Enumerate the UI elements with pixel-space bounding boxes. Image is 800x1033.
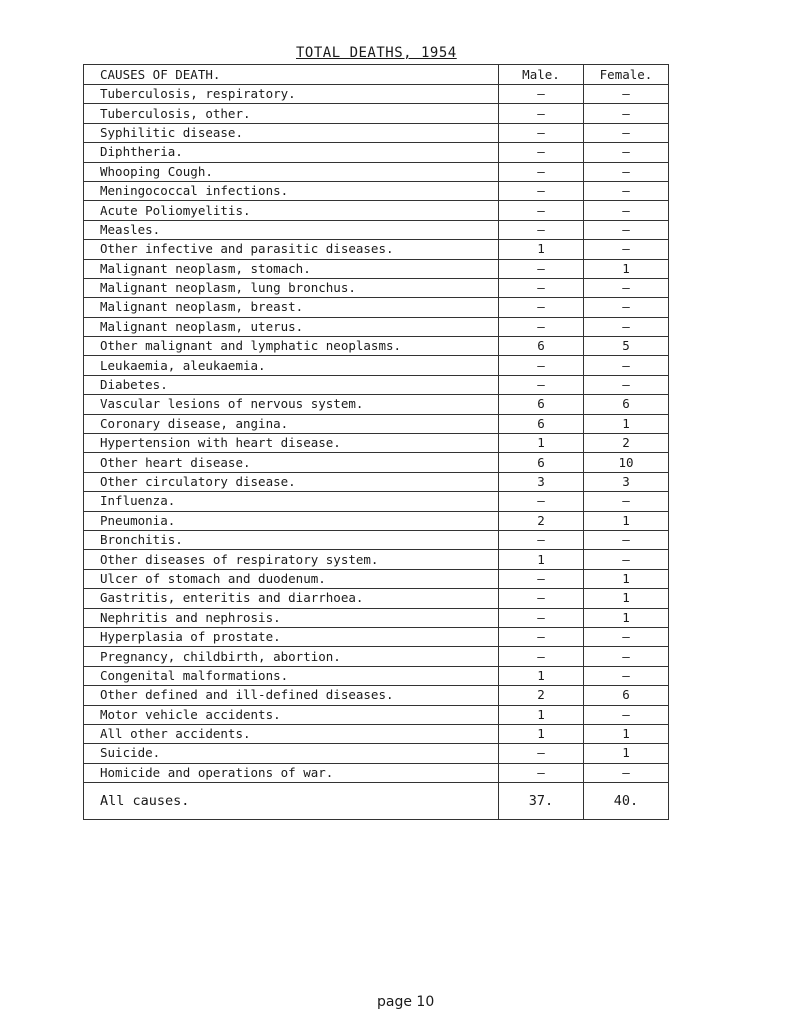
- male-count-cell: 6: [499, 395, 584, 414]
- female-count-cell: —: [584, 240, 669, 259]
- female-count-cell: —: [584, 104, 669, 123]
- male-count-cell: 1: [499, 550, 584, 569]
- cause-cell: Gastritis, enteritis and diarrhoea.: [84, 589, 499, 608]
- table-row: [84, 123, 669, 142]
- male-count-cell: —: [499, 744, 584, 763]
- table-row: [84, 395, 669, 414]
- cause-cell: Leukaemia, aleukaemia.: [84, 356, 499, 375]
- total-male: 37.: [499, 783, 584, 820]
- female-count-cell: —: [584, 85, 669, 104]
- female-count-cell: —: [584, 550, 669, 569]
- cause-cell: Syphilitic disease.: [84, 123, 499, 142]
- table-row: [84, 337, 669, 356]
- header-female: Female.: [584, 65, 669, 85]
- male-count-cell: —: [499, 143, 584, 162]
- male-count-cell: —: [499, 608, 584, 627]
- male-count-cell: 1: [499, 434, 584, 453]
- female-count-cell: 1: [584, 569, 669, 588]
- table-row: [84, 143, 669, 162]
- cause-cell: Other defined and ill-defined diseases.: [84, 686, 499, 705]
- female-count-cell: 3: [584, 472, 669, 491]
- female-count-cell: —: [584, 375, 669, 394]
- female-count-cell: —: [584, 143, 669, 162]
- cause-cell: Tuberculosis, respiratory.: [84, 85, 499, 104]
- male-count-cell: —: [499, 589, 584, 608]
- table-row: [84, 375, 669, 394]
- male-count-cell: 1: [499, 705, 584, 724]
- table-row: [84, 686, 669, 705]
- page-number: page 10: [377, 994, 435, 1010]
- female-count-cell: 5: [584, 337, 669, 356]
- female-count-cell: —: [584, 162, 669, 181]
- female-count-cell: —: [584, 317, 669, 336]
- male-count-cell: —: [499, 647, 584, 666]
- male-count-cell: —: [499, 569, 584, 588]
- female-count-cell: —: [584, 705, 669, 724]
- header-male: Male.: [499, 65, 584, 85]
- cause-cell: Tuberculosis, other.: [84, 104, 499, 123]
- table-row: [84, 181, 669, 200]
- cause-cell: Hypertension with heart disease.: [84, 434, 499, 453]
- male-count-cell: —: [499, 530, 584, 549]
- male-count-cell: 2: [499, 686, 584, 705]
- deaths-table: [83, 64, 669, 820]
- male-count-cell: 1: [499, 240, 584, 259]
- male-count-cell: 6: [499, 337, 584, 356]
- table-header-row: [84, 65, 669, 85]
- female-count-cell: 1: [584, 259, 669, 278]
- cause-cell: Other circulatory disease.: [84, 472, 499, 491]
- table-row: [84, 589, 669, 608]
- female-count-cell: —: [584, 298, 669, 317]
- table-row: [84, 298, 669, 317]
- total-label: All causes.: [84, 783, 499, 820]
- cause-cell: Hyperplasia of prostate.: [84, 627, 499, 646]
- male-count-cell: —: [499, 492, 584, 511]
- table-row: [84, 278, 669, 297]
- female-count-cell: —: [584, 201, 669, 220]
- cause-cell: Other infective and parasitic diseases.: [84, 240, 499, 259]
- male-count-cell: —: [499, 123, 584, 142]
- table-row: [84, 569, 669, 588]
- male-count-cell: —: [499, 278, 584, 297]
- cause-cell: Vascular lesions of nervous system.: [84, 395, 499, 414]
- male-count-cell: —: [499, 162, 584, 181]
- male-count-cell: 2: [499, 511, 584, 530]
- female-count-cell: 6: [584, 686, 669, 705]
- male-count-cell: —: [499, 201, 584, 220]
- table-row: [84, 492, 669, 511]
- table-row: [84, 472, 669, 491]
- table-row: [84, 724, 669, 743]
- cause-cell: Bronchitis.: [84, 530, 499, 549]
- cause-cell: Diphtheria.: [84, 143, 499, 162]
- table-row: [84, 763, 669, 782]
- total-female: 40.: [584, 783, 669, 820]
- male-count-cell: —: [499, 85, 584, 104]
- female-count-cell: —: [584, 627, 669, 646]
- table-row: [84, 85, 669, 104]
- female-count-cell: 1: [584, 724, 669, 743]
- male-count-cell: 1: [499, 724, 584, 743]
- male-count-cell: 6: [499, 453, 584, 472]
- male-count-cell: —: [499, 104, 584, 123]
- cause-cell: Ulcer of stomach and duodenum.: [84, 569, 499, 588]
- female-count-cell: —: [584, 492, 669, 511]
- cause-cell: Other heart disease.: [84, 453, 499, 472]
- female-count-cell: —: [584, 356, 669, 375]
- cause-cell: Malignant neoplasm, stomach.: [84, 259, 499, 278]
- female-count-cell: —: [584, 666, 669, 685]
- female-count-cell: 1: [584, 414, 669, 433]
- male-count-cell: —: [499, 375, 584, 394]
- table-row: [84, 666, 669, 685]
- cause-cell: Malignant neoplasm, uterus.: [84, 317, 499, 336]
- cause-cell: Acute Poliomyelitis.: [84, 201, 499, 220]
- female-count-cell: 10: [584, 453, 669, 472]
- male-count-cell: —: [499, 317, 584, 336]
- male-count-cell: —: [499, 627, 584, 646]
- cause-cell: Diabetes.: [84, 375, 499, 394]
- male-count-cell: 3: [499, 472, 584, 491]
- cause-cell: Motor vehicle accidents.: [84, 705, 499, 724]
- cause-cell: Other diseases of respiratory system.: [84, 550, 499, 569]
- female-count-cell: 2: [584, 434, 669, 453]
- female-count-cell: 1: [584, 511, 669, 530]
- cause-cell: Nephritis and nephrosis.: [84, 608, 499, 627]
- table-row: [84, 414, 669, 433]
- cause-cell: Suicide.: [84, 744, 499, 763]
- cause-cell: All other accidents.: [84, 724, 499, 743]
- table-row: [84, 259, 669, 278]
- male-count-cell: 1: [499, 666, 584, 685]
- table-row: [84, 627, 669, 646]
- table-row: [84, 240, 669, 259]
- table-body: [84, 85, 669, 820]
- male-count-cell: —: [499, 763, 584, 782]
- female-count-cell: —: [584, 763, 669, 782]
- table-row: [84, 434, 669, 453]
- table-row: [84, 220, 669, 239]
- cause-cell: Malignant neoplasm, lung bronchus.: [84, 278, 499, 297]
- female-count-cell: —: [584, 530, 669, 549]
- female-count-cell: 6: [584, 395, 669, 414]
- cause-cell: Measles.: [84, 220, 499, 239]
- cause-cell: Pregnancy, childbirth, abortion.: [84, 647, 499, 666]
- table-row: [84, 356, 669, 375]
- male-count-cell: —: [499, 220, 584, 239]
- cause-cell: Congenital malformations.: [84, 666, 499, 685]
- table-row: [84, 317, 669, 336]
- table-row: [84, 705, 669, 724]
- cause-cell: Whooping Cough.: [84, 162, 499, 181]
- cause-cell: Influenza.: [84, 492, 499, 511]
- table-row: [84, 608, 669, 627]
- total-row: [84, 783, 669, 820]
- male-count-cell: —: [499, 181, 584, 200]
- female-count-cell: —: [584, 123, 669, 142]
- female-count-cell: —: [584, 220, 669, 239]
- table-row: [84, 201, 669, 220]
- female-count-cell: —: [584, 647, 669, 666]
- page-title: TOTAL DEATHS, 1954: [296, 45, 457, 61]
- female-count-cell: 1: [584, 589, 669, 608]
- table-row: [84, 511, 669, 530]
- cause-cell: Other malignant and lymphatic neoplasms.: [84, 337, 499, 356]
- table-row: [84, 453, 669, 472]
- header-causes: CAUSES OF DEATH.: [84, 65, 499, 85]
- cause-cell: Malignant neoplasm, breast.: [84, 298, 499, 317]
- male-count-cell: —: [499, 298, 584, 317]
- table-row: [84, 162, 669, 181]
- male-count-cell: —: [499, 356, 584, 375]
- female-count-cell: 1: [584, 744, 669, 763]
- table-row: [84, 744, 669, 763]
- cause-cell: Homicide and operations of war.: [84, 763, 499, 782]
- cause-cell: Meningococcal infections.: [84, 181, 499, 200]
- male-count-cell: 6: [499, 414, 584, 433]
- table-row: [84, 550, 669, 569]
- table-row: [84, 530, 669, 549]
- table-row: [84, 647, 669, 666]
- cause-cell: Coronary disease, angina.: [84, 414, 499, 433]
- male-count-cell: —: [499, 259, 584, 278]
- cause-cell: Pneumonia.: [84, 511, 499, 530]
- female-count-cell: 1: [584, 608, 669, 627]
- table-row: [84, 104, 669, 123]
- female-count-cell: —: [584, 181, 669, 200]
- female-count-cell: —: [584, 278, 669, 297]
